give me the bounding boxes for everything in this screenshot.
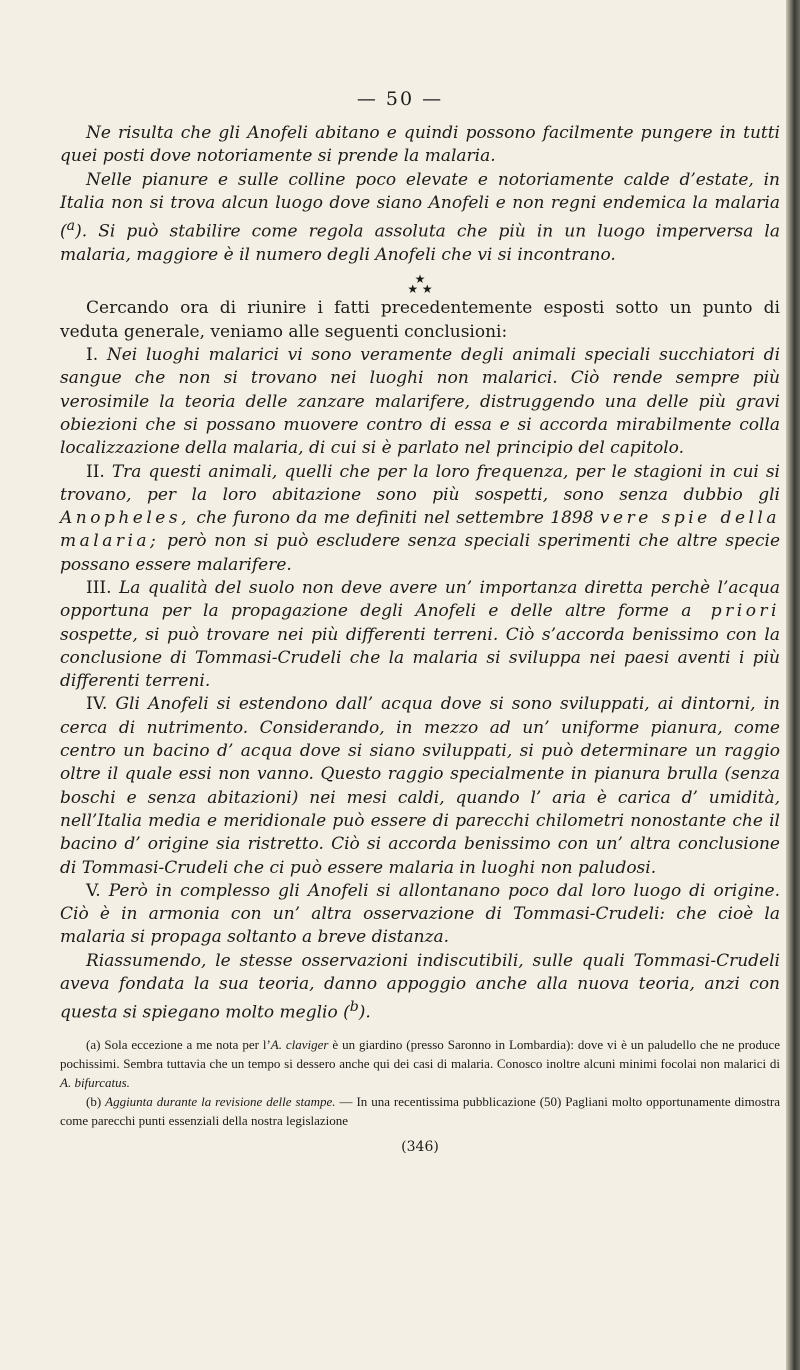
- conclusion-3-text-b: sospette, si può trovare nei più differenti terreni. Ciò s’accorda benissimo con la conclusione di Tommasi-Crudeli che la malaria si sviluppa nei paesi aventi i più differenti terreni.: [60, 624, 780, 692]
- conclusion-3-spaced: a priori: [681, 601, 780, 622]
- stars-icon: ★ ★: [407, 282, 433, 297]
- bottom-page-number: (346): [401, 1139, 439, 1156]
- paragraph-4: [60, 950, 780, 1026]
- conclusion-2: [60, 461, 780, 577]
- footnote-a-mark: (a): [86, 1037, 101, 1053]
- footnote-b-mark: (b): [86, 1094, 102, 1110]
- star-icon: ★: [414, 272, 426, 287]
- section-separator: [60, 272, 780, 297]
- conclusion-3-number: III.: [86, 578, 112, 598]
- conclusion-2-text-a: Tra questi animali, quelli che per la loro frequenza, per le stagioni in cui si trovano, per la loro abitazione sono più sospetti, sono senza dubbio gli: [60, 461, 780, 505]
- conclusion-1-number: I.: [86, 345, 99, 366]
- conclusion-4-number: IV.: [86, 694, 108, 715]
- conclusion-2-text-c: però non si può escludere senza speciali sperimenti che altre specie possano essere malarifere.: [60, 531, 781, 575]
- conclusion-4: [60, 693, 780, 879]
- body-text: [60, 122, 780, 1160]
- footnote-a-text-2: è un giardino (presso Saronno in Lombardia): dove vi è un paludello che ne produce pochissimi. Sembra tuttavia che un tempo si dessero anche qui dei casi di malaria. Conosco inoltre alcuni minimi focolai non malarici di: [60, 1037, 780, 1072]
- footnote-a-species-1: A. claviger: [270, 1037, 329, 1053]
- conclusion-4-text: Gli Anofeli si estendono dall’ acqua dove si sono sviluppati, ai dintorni, in cerca di nutrimento. Considerando, in mezzo ad un’ uniforme pianura, come centro un bacino d’ acqua dove si siano sviluppati, si può determinare un raggio oltre il quale essi non vanno. Questo raggio specialmente in pianura brulla (senza boschi e senza abitazioni) nei mesi caldi, quando l’ aria è carica d’ umidità, nell’Italia media e meridionale può essere di parecchi chilometri nonostante che il bacino d’ origine sia ristretto. Ciò si accorda benissimo con un’ altra conclusione di Tommasi-Crudeli che ci può essere malaria in luoghi non paludosi.: [60, 694, 780, 878]
- footnote-ref-a: a: [66, 218, 76, 235]
- conclusion-1: [60, 344, 780, 460]
- conclusion-3: [60, 577, 780, 693]
- paragraph-1: Ne risulta che gli Anofeli abitano e quindi possono facilmente pungere in tutti quei posti dove notoriamente si prende la malaria.: [60, 123, 780, 167]
- paragraph-2-part-b: ). Si può stabilire come regola assoluta che più in un luogo imperversa la malaria, maggiore è il numero degli Anofeli che vi si incontrano.: [60, 221, 780, 266]
- conclusion-5-text: Però in complesso gli Anofeli si allontanano poco dal loro luogo di origine. Ciò è in armonia con un’ altra osservazione di Tommasi-Crudeli: che cioè la malaria si propaga soltanto a breve distanza.: [60, 880, 781, 948]
- conclusion-2-text-b: che furono da me definiti nel settembre 1898: [196, 508, 594, 529]
- footnote-b-italic: Aggiunta durante la revisione delle stampe.: [105, 1094, 336, 1110]
- conclusion-5: [60, 880, 780, 950]
- conclusion-2-spaced: vere spie della malaria;: [60, 508, 781, 552]
- paragraph-3: Cercando ora di riunire i fatti precedentemente esposti sotto un punto di veduta generale, veniamo alle seguenti conclusioni:: [60, 298, 780, 342]
- footnote-a: [60, 1035, 780, 1092]
- paragraph-4-part-a: Riassumendo, le stesse osservazioni indiscutibili, sulle quali Tommasi-Crudeli aveva fondata la sua teoria, danno appoggio anche alla nuova teoria, anzi con questa si spiegano molto meglio (: [60, 950, 780, 1023]
- footnote-ref-b: b: [349, 999, 359, 1016]
- paragraph-4-part-b: ).: [358, 1003, 371, 1023]
- conclusion-1-text: Nei luoghi malarici vi sono veramente degli animali speciali succhiatori di sangue che non si trovano nei luoghi non malarici. Ciò rende sempre più verosimile la teoria delle zanzare malarifere, distruggendo una delle più gravi obiezioni che si possano muovere contro di essa e si accorda mirabilmente colla localizzazione della malaria, di cui si è parlato nel principio del capitolo.: [60, 345, 781, 459]
- paragraph-2: [60, 169, 780, 268]
- conclusion-5-number: V.: [86, 880, 101, 901]
- footnote-b-text: — In una recentissima pubblicazione (50) Pagliani molto opportunamente dimostra come parecchi punti essenziali della nostra legislazione: [60, 1094, 781, 1129]
- footnote-a-text-1: Sola eccezione a me nota per l’: [104, 1037, 271, 1053]
- footnotes: [60, 1035, 780, 1130]
- paragraph-2-part-a: Nelle pianure e sulle colline poco elevate e notoriamente calde d’estate, in Italia non si trova alcun luogo dove siano Anofeli e non regni endemica la malaria (: [60, 169, 780, 242]
- conclusion-3-text-a: La qualità del suolo non deve avere un’ importanza diretta perchè l’acqua opportuna per la propagazione degli Anofeli e delle altre forme: [60, 578, 780, 622]
- footnote-a-species-2: A. bifurcatus.: [60, 1075, 130, 1091]
- footnote-b: [60, 1092, 780, 1130]
- page-number: — 50 —: [356, 88, 444, 110]
- conclusion-2-genus: Anopheles,: [60, 508, 190, 529]
- page-edge-shadow: [786, 0, 800, 1370]
- conclusion-2-number: II.: [86, 461, 105, 482]
